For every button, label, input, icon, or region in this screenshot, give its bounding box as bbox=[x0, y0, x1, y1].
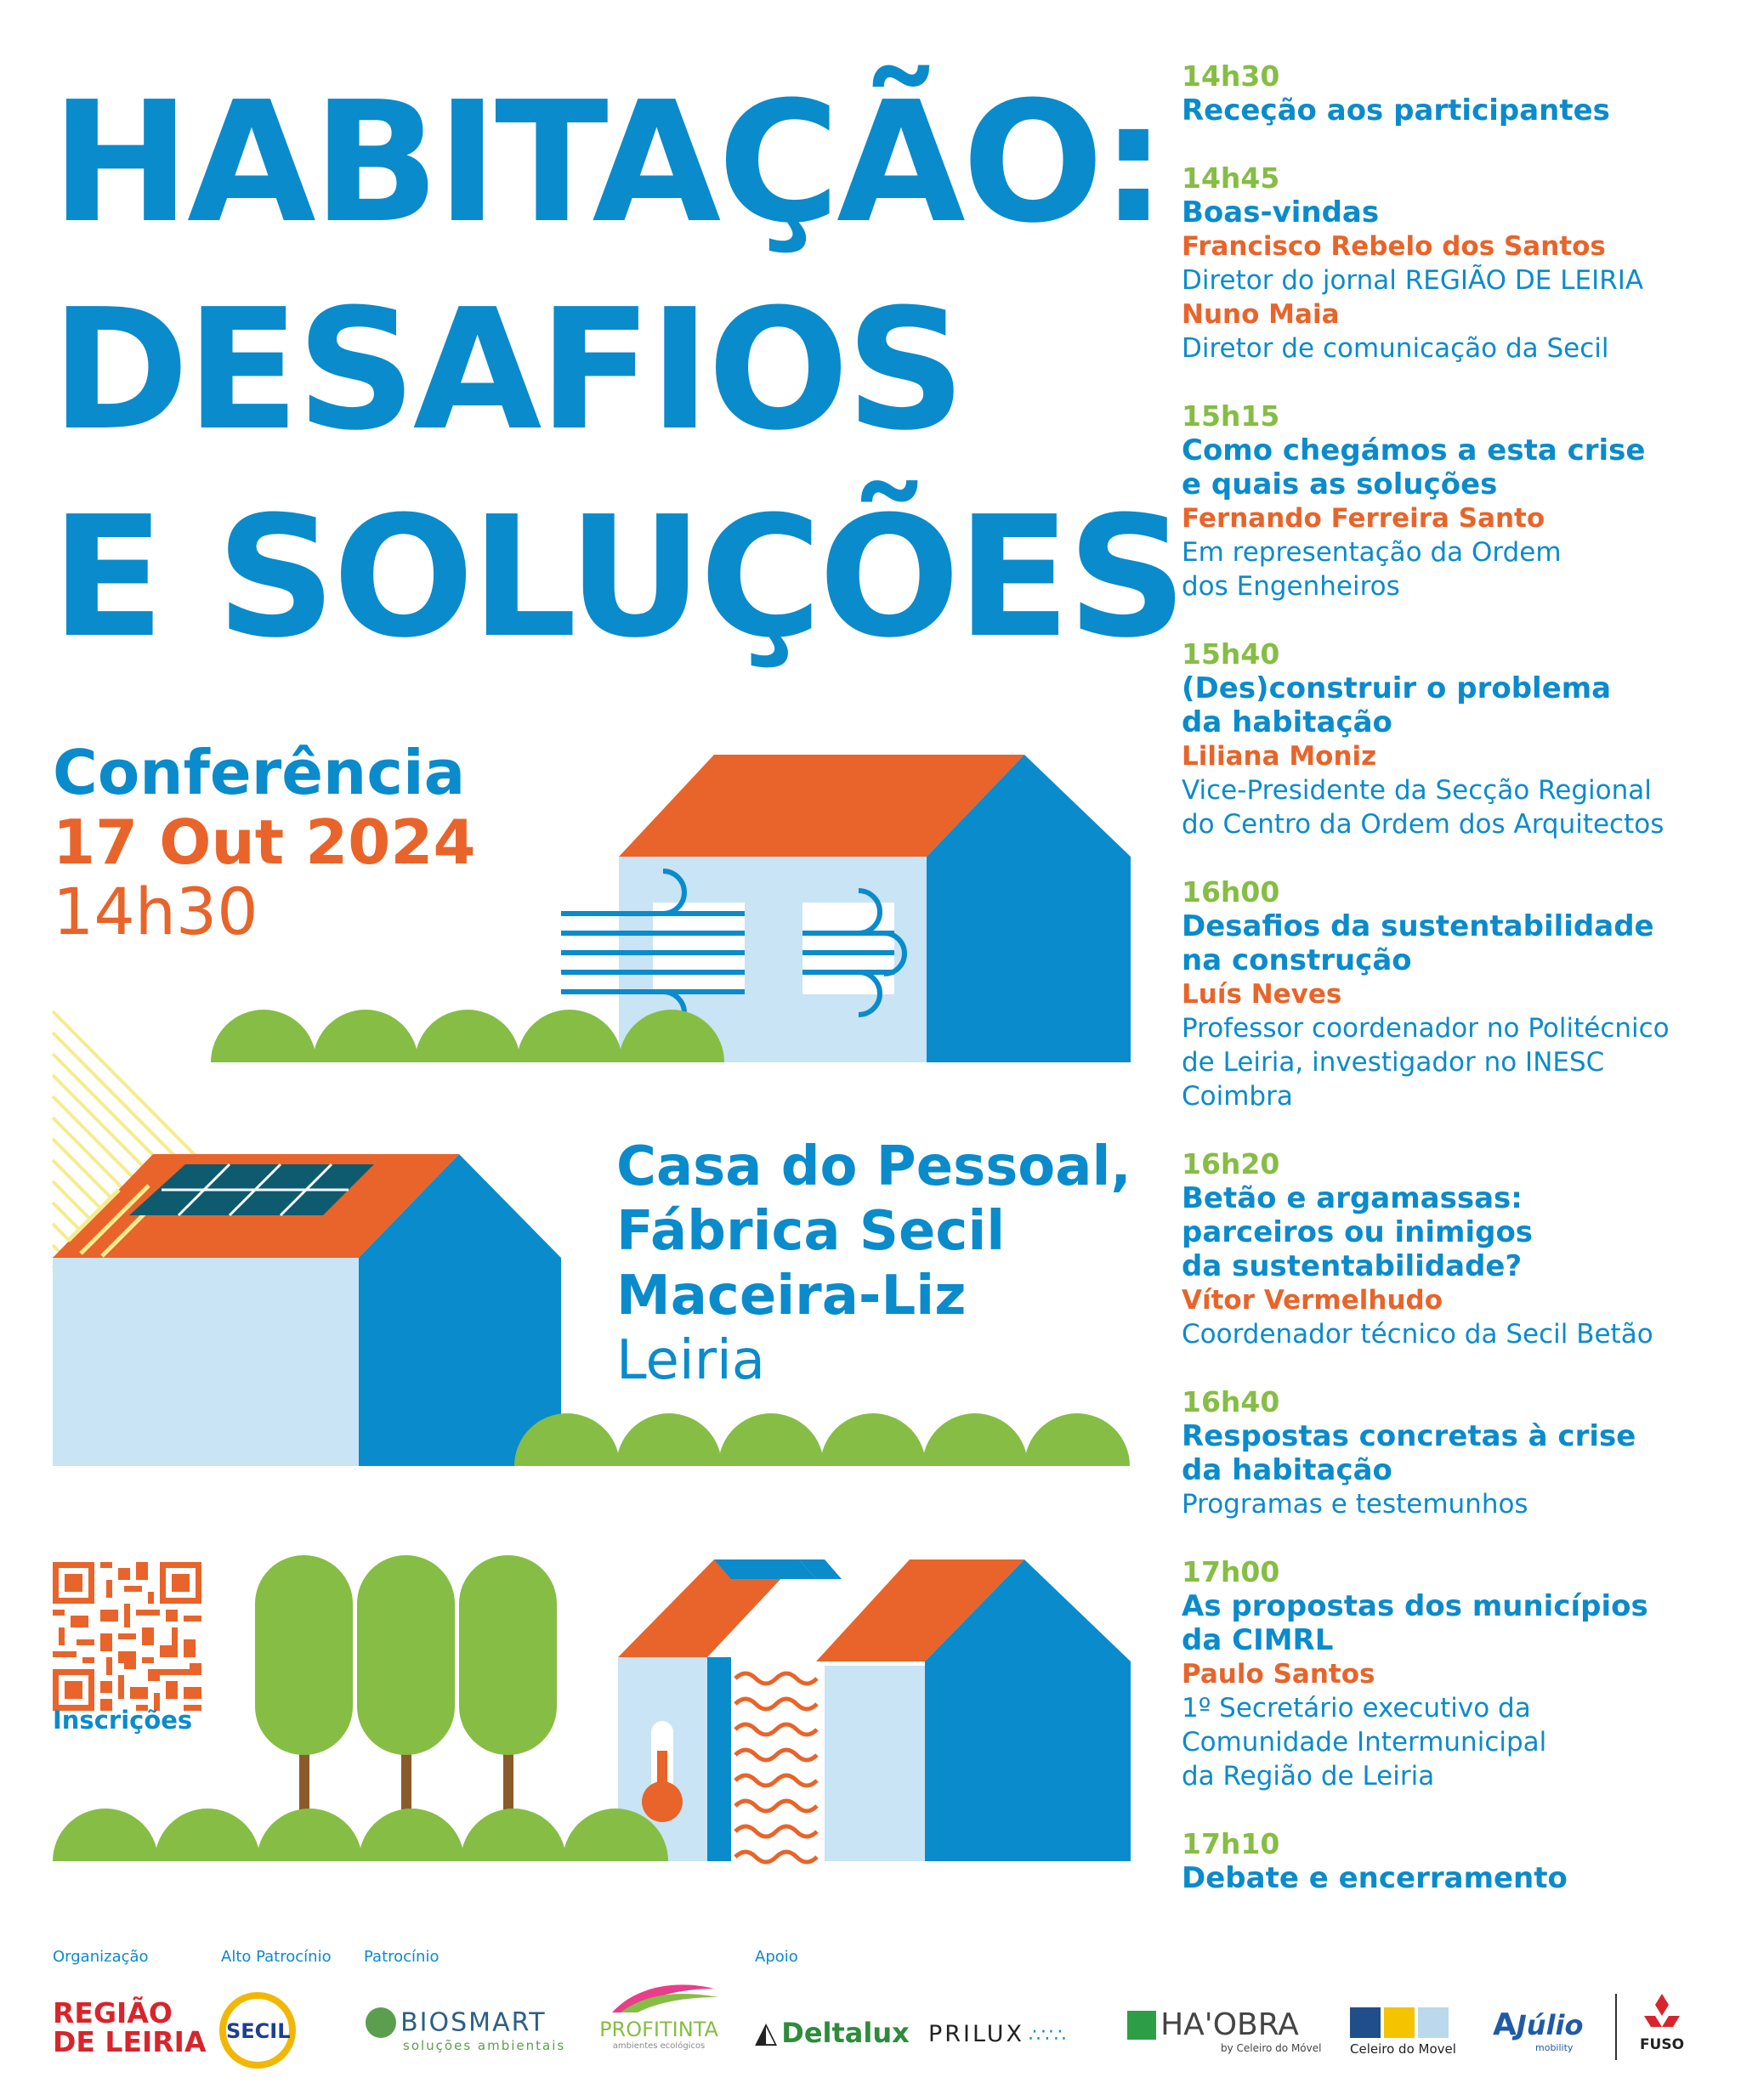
event-date: 17 Out 2024 bbox=[53, 807, 476, 878]
slot-title: Como chegámos a esta crise bbox=[1182, 433, 1646, 467]
mitsubishi-diamonds-icon bbox=[1641, 1994, 1683, 2033]
speaker-role: de Leiria, investigador no INESC bbox=[1182, 1047, 1605, 1078]
speaker-name: Luís Neves bbox=[1182, 979, 1342, 1010]
fuso-logo[interactable] bbox=[1632, 1994, 1692, 2053]
secil-logo-text: SECIL bbox=[226, 2019, 291, 2043]
profitinta-name: PROFITINTA bbox=[599, 2018, 718, 2041]
schedule-slot bbox=[1182, 399, 1734, 603]
haobra-square-icon bbox=[1127, 2011, 1156, 2040]
title-line-1: HABITAÇÃO: bbox=[51, 66, 1164, 260]
title-line-3: E SOLUÇÕES bbox=[51, 481, 1184, 675]
event-time: 14h30 bbox=[53, 874, 258, 949]
celeiro-squares-icon bbox=[1350, 2007, 1456, 2038]
haobra-name: HA'OBRA bbox=[1160, 2007, 1299, 2042]
regiao-de-leiria-logo[interactable] bbox=[53, 1996, 207, 2058]
schedule-slot bbox=[1182, 637, 1734, 841]
slot-time: 14h45 bbox=[1182, 161, 1280, 195]
speaker-name: Paulo Santos bbox=[1182, 1659, 1375, 1690]
speaker-name: Vítor Vermelhudo bbox=[1182, 1285, 1443, 1316]
haobra-logo[interactable] bbox=[1127, 2007, 1321, 2054]
house-thermal-illustration bbox=[53, 1559, 1131, 1862]
speaker-name: Liliana Moniz bbox=[1182, 741, 1377, 772]
slot-title: As propostas dos municípios bbox=[1182, 1589, 1648, 1623]
slot-title: e quais as soluções bbox=[1182, 467, 1498, 501]
speaker-role: Diretor do jornal REGIÃO DE LEIRIA bbox=[1182, 265, 1644, 296]
schedule-slot bbox=[1182, 1555, 1734, 1793]
julio-tagline: mobility bbox=[1535, 2042, 1574, 2053]
slot-time: 14h30 bbox=[1182, 59, 1280, 93]
deltalux-logo[interactable] bbox=[755, 2016, 910, 2050]
julio-logo[interactable] bbox=[1493, 2007, 1583, 2053]
slot-title: da CIMRL bbox=[1182, 1623, 1334, 1657]
venue-info bbox=[616, 1135, 1131, 1393]
fuso-name: FUSO bbox=[1639, 2036, 1685, 2053]
slot-title: Debate e encerramento bbox=[1182, 1861, 1568, 1895]
speaker-role: 1º Secretário executivo da bbox=[1182, 1693, 1531, 1724]
slot-title: na construção bbox=[1182, 943, 1412, 977]
slot-title: Receção aos participantes bbox=[1182, 93, 1610, 127]
slot-title: parceiros ou inimigos bbox=[1182, 1215, 1534, 1249]
speaker-role: Comunidade Intermunicipal bbox=[1182, 1727, 1547, 1758]
title-line-2: DESAFIOS bbox=[51, 274, 963, 467]
schedule-list bbox=[1182, 59, 1734, 1929]
speaker-role: Coimbra bbox=[1182, 1081, 1293, 1112]
biosmart-logo[interactable] bbox=[366, 2007, 565, 2053]
venue-city: Leiria bbox=[616, 1329, 765, 1392]
regiao-logo-line-1: REGIÃO bbox=[53, 1996, 173, 2029]
slot-time: 17h00 bbox=[1182, 1555, 1280, 1588]
event-type: Conferência bbox=[53, 737, 466, 808]
speaker-role: do Centro da Ordem dos Arquitectos bbox=[1182, 809, 1664, 840]
schedule-slot bbox=[1182, 875, 1734, 1113]
biosmart-leaf-icon bbox=[366, 2007, 396, 2038]
biosmart-name: BIOSMART bbox=[400, 2007, 547, 2038]
regiao-logo-line-2: DE LEIRIA bbox=[53, 2025, 207, 2058]
speaker-role: da Região de Leiria bbox=[1182, 1761, 1435, 1792]
speaker-name: Francisco Rebelo dos Santos bbox=[1182, 231, 1606, 262]
speaker-role: dos Engenheiros bbox=[1182, 571, 1400, 602]
registration-label: Inscrições bbox=[53, 1706, 193, 1735]
schedule-slot bbox=[1182, 1385, 1734, 1521]
slot-title: Boas-vindas bbox=[1182, 195, 1380, 229]
celeiro-name: Celeiro do Movel bbox=[1350, 2041, 1456, 2057]
speaker-role: Coordenador técnico da Secil Betão bbox=[1182, 1319, 1653, 1350]
speaker-name: Nuno Maia bbox=[1182, 299, 1340, 330]
haobra-tagline: by Celeiro do Móvel bbox=[1221, 2042, 1322, 2054]
slot-time: 15h40 bbox=[1182, 637, 1280, 671]
speaker-role: Em representação da Ordem bbox=[1182, 537, 1562, 568]
profitinta-logo[interactable] bbox=[595, 1980, 723, 2051]
schedule-slot bbox=[1182, 59, 1734, 127]
label-organization: Organização bbox=[53, 1948, 149, 1966]
venue-line-3: Maceira-Liz bbox=[616, 1265, 967, 1327]
slot-title: da habitação bbox=[1182, 705, 1392, 739]
venue-line-2: Fábrica Secil bbox=[616, 1200, 1006, 1263]
trees-illustration bbox=[255, 1555, 557, 1819]
julio-name: Júlio bbox=[1516, 2009, 1584, 2041]
julio-a-icon: A bbox=[1493, 2007, 1517, 2042]
slot-time: 16h00 bbox=[1182, 875, 1280, 908]
prilux-name: PRILUX bbox=[928, 2021, 1024, 2047]
speaker-role: Diretor de comunicação da Secil bbox=[1182, 333, 1609, 364]
speaker-name: Fernando Ferreira Santo bbox=[1182, 503, 1545, 534]
schedule-slot bbox=[1182, 161, 1734, 365]
schedule-slot bbox=[1182, 1827, 1734, 1895]
secil-logo[interactable] bbox=[219, 1992, 296, 2069]
profitinta-tagline: ambientes ecológicos bbox=[612, 2041, 706, 2051]
label-high-sponsorship: Alto Patrocínio bbox=[221, 1948, 332, 1966]
house-wind-illustration bbox=[211, 755, 1131, 1062]
deltalux-delta-icon: ◭ bbox=[755, 2016, 778, 2050]
qr-code-icon[interactable] bbox=[53, 1562, 201, 1711]
deltalux-name: Deltalux bbox=[781, 2017, 910, 2049]
prilux-logo[interactable] bbox=[928, 2021, 1067, 2047]
celeiro-logo[interactable] bbox=[1350, 2007, 1456, 2057]
prilux-dots-icon: ∴∵∴ bbox=[1029, 2025, 1068, 2046]
slot-title: da habitação bbox=[1182, 1453, 1392, 1487]
label-support: Apoio bbox=[755, 1948, 798, 1966]
slot-time: 15h15 bbox=[1182, 399, 1280, 433]
slot-title: (Des)construir o problema bbox=[1182, 671, 1612, 705]
biosmart-tagline: soluções ambientais bbox=[403, 2038, 566, 2053]
slot-title: Desafios da sustentabilidade bbox=[1182, 909, 1654, 943]
profitinta-wave-icon bbox=[595, 1980, 723, 2014]
slot-title: da sustentabilidade? bbox=[1182, 1249, 1523, 1283]
slot-title: Betão e argamassas: bbox=[1182, 1181, 1523, 1215]
slot-time: 17h10 bbox=[1182, 1827, 1280, 1860]
speaker-role: Vice-Presidente da Secção Regional bbox=[1182, 775, 1652, 806]
label-sponsorship: Patrocínio bbox=[364, 1948, 440, 1966]
speaker-role: Programas e testemunhos bbox=[1182, 1489, 1528, 1520]
speaker-role: Professor coordenador no Politécnico bbox=[1182, 1013, 1670, 1044]
slot-time: 16h40 bbox=[1182, 1385, 1280, 1418]
logo-divider bbox=[1615, 1994, 1617, 2060]
slot-time: 16h20 bbox=[1182, 1147, 1280, 1180]
schedule-slot bbox=[1182, 1147, 1734, 1351]
slot-title: Respostas concretas à crise bbox=[1182, 1419, 1636, 1453]
venue-line-1: Casa do Pessoal, bbox=[616, 1135, 1131, 1198]
